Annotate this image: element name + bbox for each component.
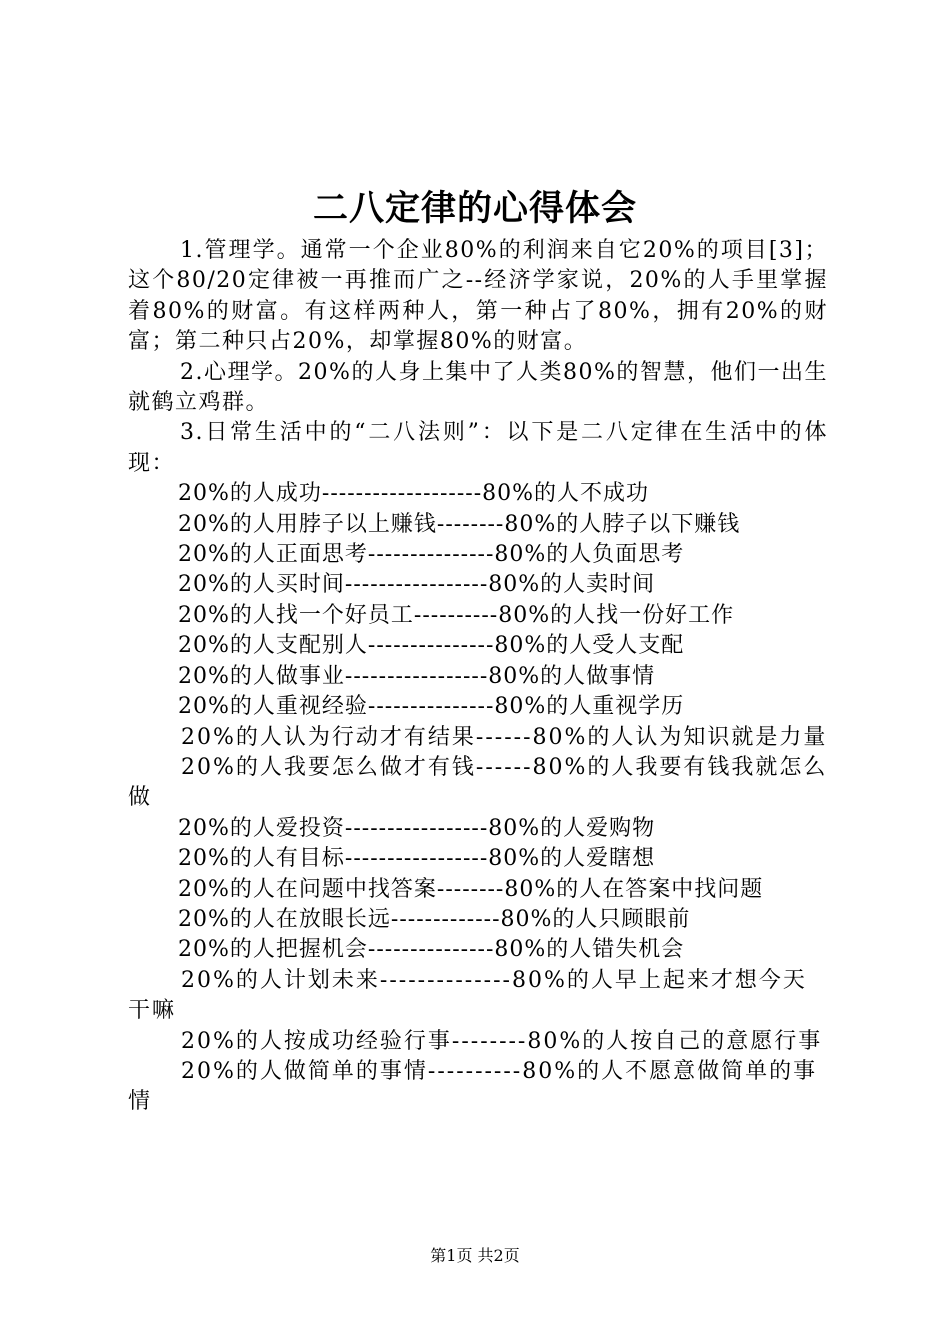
comparison-row: 20%的人重视经验---------------80%的人重视学历 — [178, 694, 685, 720]
comparison-row: 20%的人在放眼长远-------------80%的人只顾眼前 — [178, 906, 691, 932]
comparison-row: 20%的人找一个好员工----------80%的人找一份好工作 — [178, 602, 735, 628]
comparison-row: 20%的人在问题中找答案--------80%的人在答案中找问题 — [178, 876, 764, 902]
comparison-row: 20%的人成功-------------------80%的人不成功 — [178, 481, 650, 507]
page-number: 第1页 共2页 — [430, 1246, 520, 1265]
paragraph-management: 1.管理学。通常一个企业80%的利润来自它20%的项目[3]；这个80/20定律被一再推而广之--经济学家说，20%的人手里掌握着80%的财富。有这样两种人，第一种占了80%，拥有20%的财富；第二种只占20%，却掌握80%的财富。 — [128, 238, 828, 355]
comparison-row: 20%的人做事业-----------------80%的人做事情 — [178, 663, 656, 689]
comparison-row: 20%的人我要怎么做才有钱------80%的人我要有钱我就怎么做 — [128, 754, 828, 811]
comparison-row: 20%的人支配别人---------------80%的人受人支配 — [178, 633, 685, 659]
comparison-row: 20%的人认为行动才有结果------80%的人认为知识就是力量 — [181, 724, 828, 750]
comparison-row: 20%的人做简单的事情----------80%的人不愿意做简单的事情 — [128, 1058, 818, 1115]
comparison-row: 20%的人爱投资-----------------80%的人爱购物 — [178, 815, 656, 841]
paragraph-daily-life: 3.日常生活中的“二八法则”：以下是二八定律在生活中的体现： — [128, 420, 828, 476]
paragraph-psychology: 2.心理学。20%的人身上集中了人类80%的智慧，他们一出生就鹤立鸡群。 — [128, 359, 828, 416]
document-title: 二八定律的心得体会 — [312, 188, 637, 229]
comparison-row: 20%的人按成功经验行事--------80%的人按自己的意愿行事 — [181, 1028, 823, 1054]
document-body — [128, 236, 828, 1118]
comparison-row: 20%的人正面思考---------------80%的人负面思考 — [178, 542, 685, 568]
comparison-row: 20%的人有目标-----------------80%的人爱瞎想 — [178, 846, 656, 872]
comparison-row: 20%的人用脖子以上赚钱--------80%的人脖子以下赚钱 — [178, 511, 741, 537]
comparison-row: 20%的人计划未来--------------80%的人早上起来才想今天干嘛 — [128, 967, 807, 1024]
comparison-row: 20%的人买时间-----------------80%的人卖时间 — [178, 572, 656, 598]
comparison-row: 20%的人把握机会---------------80%的人错失机会 — [178, 937, 685, 963]
